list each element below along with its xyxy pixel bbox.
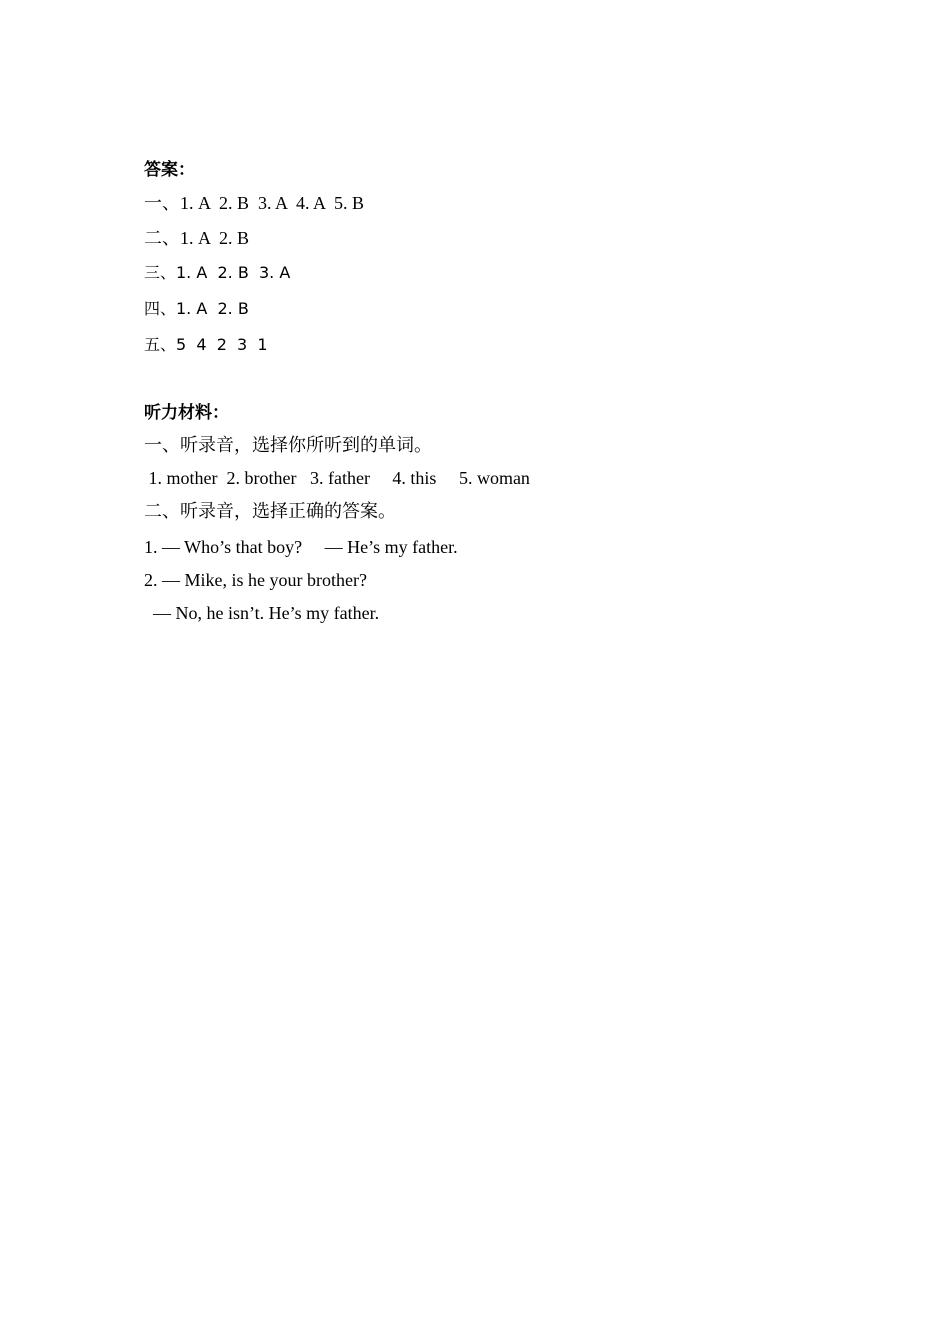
answer-line-3: 三、1. A 2. B 3. A (144, 263, 291, 282)
answer-line-4: 四、1. A 2. B (144, 299, 249, 318)
listening-section-1-words: 1. mother 2. brother 3. father 4. this 5. woman (144, 468, 530, 488)
listening-heading: 听力材料： (144, 403, 229, 423)
answer-line-2: 二、1. A 2. B (144, 228, 250, 248)
answer-line-5: 五、5 4 2 3 1 (144, 335, 268, 354)
dialogue-line-1: 1. — Who’s that boy? — He’s my father. (144, 537, 458, 557)
answers-heading: 答案： (144, 160, 195, 180)
answer-line-1: 一、1. A 2. B 3. A 4. A 5. B (144, 193, 365, 213)
dialogue-line-2: 2. — Mike, is he your brother? (144, 570, 367, 590)
listening-section-1-title: 一、听录音，选择你所听到的单词。 (144, 435, 432, 456)
listening-section-2-title: 二、听录音，选择正确的答案。 (144, 501, 396, 522)
dialogue-line-3: — No, he isn’t. He’s my father. (144, 603, 380, 623)
